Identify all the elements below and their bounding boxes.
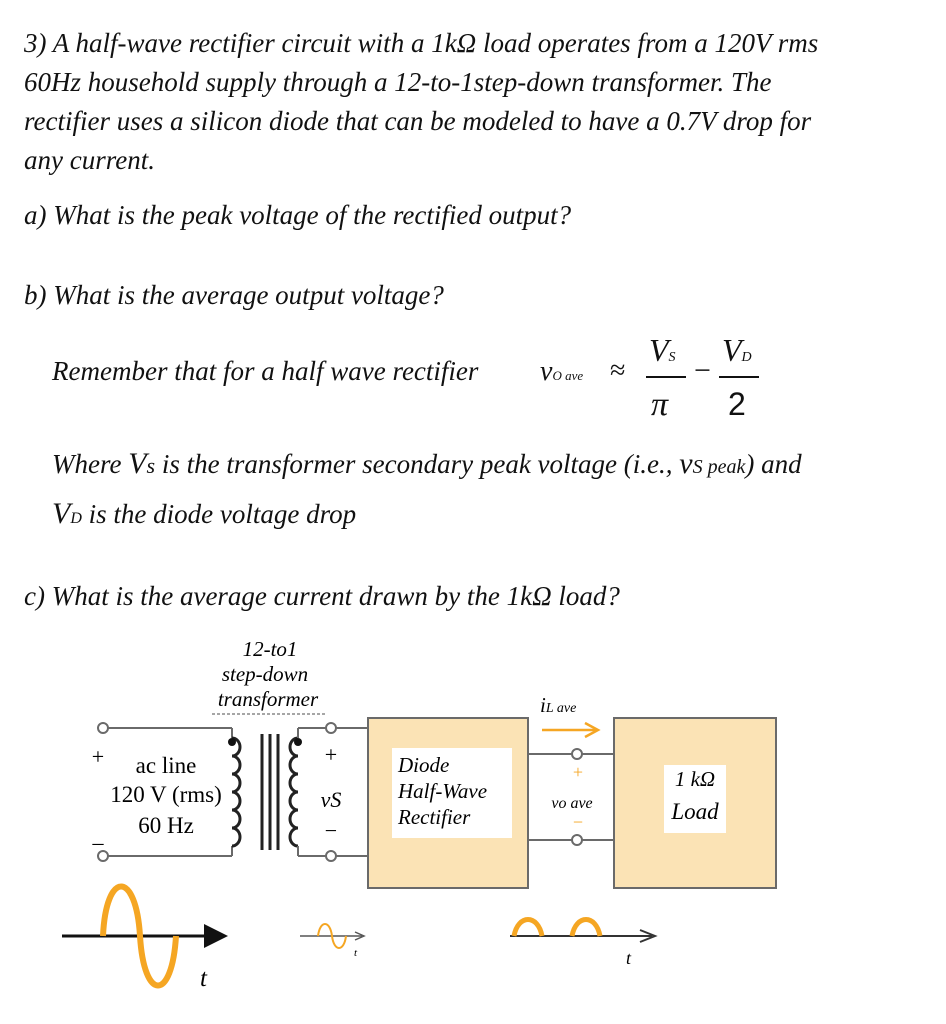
source-label-1: ac line (135, 753, 197, 778)
where-text-a: Where (52, 449, 129, 479)
where-var-vs: V (128, 447, 147, 480)
output-label: vo ave (551, 795, 593, 812)
rectified-pulse-1 (514, 920, 542, 937)
load-label-2: Load (671, 799, 719, 824)
where-var-v: v (679, 447, 693, 480)
formula-num2-var: V (722, 332, 742, 368)
where-sub-speak: S peak (692, 456, 746, 478)
transformer-label-2: step-down (221, 662, 309, 686)
formula-num1-sub: S (668, 350, 676, 365)
output-minus: − (572, 812, 584, 832)
rectifier-label-2: Half-Wave (398, 779, 488, 803)
source-label-2: 120 V (rms) (110, 782, 222, 807)
where-sub-d: D (70, 510, 82, 527)
output-bottom-terminal (572, 835, 582, 845)
formula-num2-sub: D (741, 350, 752, 365)
secondary-minus: − (324, 818, 338, 843)
where-line-1 (52, 447, 802, 481)
transformer-label-1: 12-to1 (242, 637, 298, 661)
secondary-wave-time: t (354, 947, 358, 959)
input-wave-time: t (200, 965, 207, 992)
formula-numerator-1 (649, 332, 676, 369)
source-plus: + (91, 744, 105, 769)
formula-denominator-2: 2 (728, 386, 746, 422)
formula-minus: − (694, 354, 711, 387)
formula-intro: Remember that for a half wave rectifier (52, 356, 479, 386)
problem-line-4: any current. (24, 145, 155, 175)
source-minus: _ (92, 822, 104, 847)
primary-dot (228, 738, 236, 746)
secondary-top-terminal (326, 723, 336, 733)
output-top-terminal (572, 749, 582, 759)
primary-coil (232, 738, 240, 846)
problem-line-3: rectifier uses a silicon diode that can be modeled to have a 0.7V drop for (24, 106, 812, 136)
source-bottom-terminal (98, 851, 108, 861)
formula-lhs-var: v (540, 356, 553, 387)
question-b: b) What is the average output voltage? (24, 280, 444, 310)
input-wave-arrowhead (204, 924, 228, 948)
source-top-terminal (98, 723, 108, 733)
secondary-plus: + (324, 742, 338, 767)
formula-num1-var: V (649, 332, 669, 368)
secondary-dot (294, 738, 302, 746)
secondary-coil (290, 738, 298, 846)
secondary-bottom-terminal (326, 851, 336, 861)
rectifier-label-1: Diode (398, 753, 450, 777)
formula-approx: ≈ (610, 355, 626, 386)
where-sub-s: s (146, 453, 156, 478)
question-c: c) What is the average current drawn by the 1kΩ load? (24, 581, 620, 611)
where-line-2 (52, 497, 356, 531)
rectified-pulse-2 (572, 920, 600, 937)
output-wave-time: t (626, 948, 632, 968)
where-text-b: is the transformer secondary peak voltage (i.e., (155, 449, 680, 479)
formula-denominator-1: π (651, 386, 669, 423)
current-var: i (540, 693, 546, 717)
where-text-d: is the diode voltage drop (81, 499, 357, 529)
question-a: a) What is the peak voltage of the rectified output? (24, 200, 572, 230)
load-label-1: 1 kΩ (674, 767, 716, 791)
formula-numerator-2 (722, 332, 752, 369)
formula-lhs (540, 356, 583, 388)
output-plus: + (572, 762, 584, 782)
transformer-label-3: transformer (217, 687, 319, 711)
current-sub: L ave (545, 701, 577, 716)
fraction-bar-1 (646, 376, 686, 378)
problem-line-1: 3) A half-wave rectifier circuit with a 1kΩ load operates from a 120V rms (24, 28, 819, 58)
current-label (540, 693, 576, 717)
source-label-3: 60 Hz (138, 813, 194, 838)
circuit-diagram (0, 630, 946, 1024)
formula-lhs-sub: O ave (552, 368, 584, 383)
problem-statement (24, 24, 924, 180)
problem-line-2: 60Hz household supply through a 12-to-1step-down transformer. The (24, 67, 772, 97)
where-text-c: ) and (745, 449, 802, 479)
rectifier-label-3: Rectifier (398, 805, 471, 829)
where-var-vd: V (52, 497, 71, 530)
fraction-bar-2 (719, 376, 759, 378)
secondary-label: vS (320, 787, 342, 812)
